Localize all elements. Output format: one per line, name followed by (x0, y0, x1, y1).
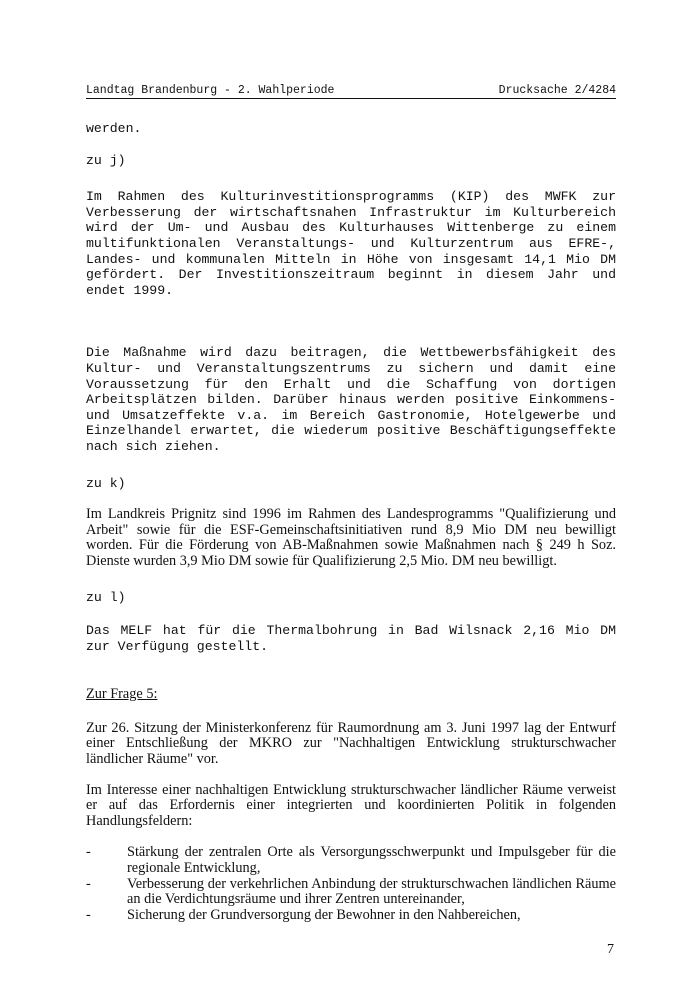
heading-frage-5: Zur Frage 5: (86, 686, 158, 703)
list-marker: - (86, 906, 91, 923)
header-left-text: Landtag Brandenburg - 2. Wahlperiode (86, 84, 335, 97)
header-right-text: Drucksache 2/4284 (498, 84, 616, 97)
page-header (86, 84, 616, 99)
paragraph-prignitz: Im Landkreis Prignitz sind 1996 im Rahmen des Landesprogramms "Qualifizierung und Arbeit" sowie für die ESF-Gemeinschaftsinitiativen rund 8,9 Mio DM neu bewilligt worden. Für die Förderung von AB-Maßnahmen sowie Maßnahmen nach § 249 h Soz. Dienste wurden 3,9 Mio DM sowie für Qualifizierung 2,5 Mio. DM neu bewilligt. (86, 506, 616, 569)
paragraph-continuation: werden. (86, 121, 142, 136)
list-marker: - (86, 844, 91, 861)
paragraph-melf: Das MELF hat für die Thermalbohrung in Bad Wilsnack 2,16 Mio DM zur Verfügung gestellt. (86, 623, 616, 654)
paragraph-massnahme: Die Maßnahme wird dazu beitragen, die Wettbewerbsfähigkeit des Kultur- und Veranstaltungszentrums zu sichern und damit eine Voraussetzung für den Erhalt und die Schaffung von dortigen Arbeitsplätzen bilden. Darüber hinaus werden positive Einkommens- und Umsatzeffekte v.a. im Bereich Gastronomie, Hotelgewerbe und Einzelhandel erwartet, die wiederum positive Beschäftigungseffekte nach sich ziehen. (86, 345, 616, 454)
handlungsfelder-list (86, 845, 616, 923)
list-item: - Stärkung der zentralen Orte als Versorgungsschwerpunkt und Impulsgeber für die regionale Entwicklung, (86, 844, 616, 876)
section-label-l: zu l) (86, 590, 126, 606)
paragraph-mkro: Zur 26. Sitzung der Ministerkonferenz für Raumordnung am 3. Juni 1997 lag der Entwurf einer Entschließung der MKRO zur "Nachhaltigen Entwicklung strukturschwacher ländlicher Räume" vor. (86, 719, 616, 768)
paragraph-kip: Im Rahmen des Kulturinvestitionsprogramms (KIP) des MWFK zur Verbesserung der wirtschaftsnahen Infrastruktur im Kulturbereich wird der Um- und Ausbau des Kulturhauses Wittenberge zu einem multifunktionalen Veranstaltungs- und Kulturzentrum aus EFRE-, Landes- und kommunalen Mitteln in Höhe von insgesamt 14,1 Mio DM gefördert. Der Investitionszeitraum beginnt in diesem Jahr und endet 1999. (86, 189, 616, 298)
list-item: - Sicherung der Grundversorgung der Bewohner in den Nahbereichen, (86, 906, 521, 923)
page-number: 7 (607, 942, 614, 957)
list-marker: - (86, 875, 91, 892)
list-item: - Verbesserung der verkehrlichen Anbindung der strukturschwachen ländlichen Räume an die Verdichtungsräume und ihrer Zentren untereinander, (86, 875, 616, 908)
section-label-k: zu k) (86, 475, 126, 491)
section-label-j: zu j) (86, 152, 126, 168)
document-body (86, 121, 616, 923)
paragraph-interesse: Im Interesse einer nachhaltigen Entwicklung strukturschwacher ländlicher Räume verweist er auf das Erfordernis einer integrierten und koordinierten Politik in folgenden Handlungsfeldern: (86, 781, 616, 829)
